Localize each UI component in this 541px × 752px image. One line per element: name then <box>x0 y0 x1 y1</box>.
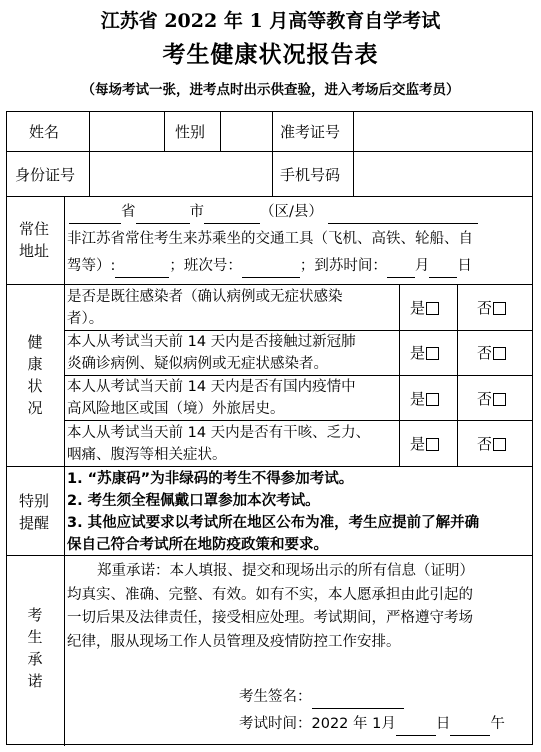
reminder-item: 2. 考生须全程佩戴口罩参加本次考试。 <box>67 493 320 509</box>
row-divider <box>7 284 532 285</box>
exam-session-blank[interactable] <box>450 713 490 736</box>
col-divider <box>399 284 400 466</box>
yes-option-4[interactable] <box>410 433 439 454</box>
address-line <box>69 201 478 224</box>
col-divider <box>220 112 221 151</box>
question-3 <box>67 376 356 420</box>
health-label-char: 健 <box>27 333 43 351</box>
ticket-number-field[interactable] <box>355 114 530 149</box>
yes-option-3[interactable] <box>410 388 439 409</box>
promise-label-char: 生 <box>27 628 43 646</box>
health-label <box>25 331 45 419</box>
reminder-label-1: 特别 <box>19 492 50 510</box>
col-divider <box>272 112 273 196</box>
city-blank[interactable] <box>136 201 190 224</box>
city-text: 市 <box>189 204 204 220</box>
phone-field[interactable] <box>355 153 530 194</box>
transport-type-text: 驾等）: <box>67 258 116 274</box>
health-label-char: 况 <box>27 399 43 417</box>
row-divider <box>64 420 532 421</box>
day-text: 日 <box>457 258 472 274</box>
exam-day-blank[interactable] <box>396 713 436 736</box>
promise-label-char: 承 <box>27 650 43 668</box>
yes-option-2[interactable] <box>410 342 439 363</box>
question-4 <box>67 422 370 466</box>
gender-label: 性别 <box>175 123 206 141</box>
yes-text: 是 <box>410 390 426 408</box>
reminder-item: 1. “苏康码”为非绿码的考生不得参加考试。 <box>67 471 354 487</box>
col-divider <box>89 112 90 151</box>
checkbox-icon[interactable] <box>493 438 506 451</box>
promise-line: 纪律，服从现场工作人员管理及疫情防控工作安排。 <box>67 633 401 650</box>
address-label-2: 地址 <box>19 242 50 260</box>
question-text: 者）。 <box>67 311 104 327</box>
arrival-month-blank[interactable] <box>387 255 415 278</box>
no-option-1[interactable] <box>477 297 506 318</box>
name-label: 姓名 <box>29 123 60 141</box>
checkbox-icon[interactable] <box>493 347 506 360</box>
question-text: 炎确诊病例、疑似病例或无症状感染者。 <box>67 356 328 372</box>
trip-number-text: ；班次号： <box>169 258 242 274</box>
signature-label: 考生签名： <box>239 689 312 705</box>
question-text: 是否是既往感染者（确认病例或无症状感染 <box>67 289 343 305</box>
row-divider <box>7 196 532 197</box>
arrival-time-text: ；到苏时间： <box>299 258 387 274</box>
district-text: （区/县） <box>260 204 323 220</box>
question-text: 本人从考试当天前 14 天内是否有国内疫情中 <box>67 379 356 395</box>
promise-line: 一切后果及法律责任，接受相应处理。考试期间，严格遵守考场 <box>67 610 473 626</box>
promise-label <box>25 604 45 692</box>
checkbox-icon[interactable] <box>426 347 439 360</box>
promise-text <box>67 560 474 654</box>
session-text: 午 <box>490 716 505 732</box>
reminder-label-2: 提醒 <box>19 514 50 532</box>
reminder-list <box>67 468 479 556</box>
reminder-item: 保自己符合考试所在地防疫政策和要求。 <box>67 537 328 553</box>
question-2 <box>67 331 356 375</box>
transport-line-1: 非江苏省常住考生来苏乘坐的交通工具（飞机、高铁、轮船、自 <box>67 231 473 247</box>
col-divider <box>353 112 354 196</box>
health-label-char: 状 <box>27 377 43 395</box>
checkbox-icon[interactable] <box>493 302 506 315</box>
province-blank[interactable] <box>69 201 121 224</box>
gender-field[interactable] <box>222 114 270 149</box>
checkbox-icon[interactable] <box>493 393 506 406</box>
reminder-item: 3. 其他应试要求以考试所在地区公布为准，考生应提前了解并确 <box>67 515 480 531</box>
signature-blank[interactable] <box>312 686 404 709</box>
promise-label-char: 诺 <box>27 672 43 690</box>
yes-text: 是 <box>410 435 426 453</box>
form-title: 考生健康状况报告表 <box>162 41 379 68</box>
promise-label-char: 考 <box>27 606 43 624</box>
promise-line: 郑重承诺：本人填报、提交和现场出示的所有信息（证明） <box>97 563 474 579</box>
arrival-day-blank[interactable] <box>429 255 457 278</box>
row-divider <box>7 466 532 467</box>
question-text: 本人从考试当天前 14 天内是否接触过新冠肺 <box>67 334 356 350</box>
transport-line-2 <box>67 255 472 278</box>
id-card-field[interactable] <box>91 153 270 194</box>
yes-option-1[interactable] <box>410 297 439 318</box>
health-label-char: 康 <box>27 355 43 373</box>
col-divider <box>457 284 458 466</box>
question-text: 高风险地区或国（境）外旅居史。 <box>67 401 285 417</box>
health-report-table <box>6 111 533 745</box>
yes-text: 是 <box>410 344 426 362</box>
exam-title: 江苏省 2022 年 1 月高等教育自学考试 <box>100 10 441 32</box>
name-field[interactable] <box>91 114 163 149</box>
col-divider <box>164 112 165 151</box>
province-text: 省 <box>121 204 136 220</box>
signature-line <box>239 686 404 709</box>
checkbox-icon[interactable] <box>426 393 439 406</box>
no-text: 否 <box>477 435 493 453</box>
yes-text: 是 <box>410 299 426 317</box>
checkbox-icon[interactable] <box>426 438 439 451</box>
exam-date-line <box>239 713 505 736</box>
street-blank[interactable] <box>328 201 478 224</box>
promise-line: 均真实、准确、完整、有效。如有不实，本人愿承担由此引起的 <box>67 586 473 603</box>
question-text: 咽痛、腹泻等相关症状。 <box>67 447 227 463</box>
no-text: 否 <box>477 390 493 408</box>
col-divider <box>89 151 90 196</box>
transport-type-blank[interactable] <box>115 255 169 278</box>
month-text: 月 <box>414 258 430 274</box>
exam-date-label: 考试时间：2022 年 1月 <box>239 716 396 732</box>
phone-label: 手机号码 <box>280 166 341 184</box>
no-option-3[interactable] <box>477 388 506 409</box>
no-text: 否 <box>477 344 493 362</box>
checkbox-icon[interactable] <box>426 302 439 315</box>
district-blank[interactable] <box>204 201 260 224</box>
col-divider <box>64 196 65 746</box>
trip-number-blank[interactable] <box>242 255 300 278</box>
question-1 <box>67 286 343 330</box>
day-text: 日 <box>435 716 451 732</box>
id-card-label: 身份证号 <box>15 166 76 184</box>
row-divider <box>7 151 532 152</box>
no-option-4[interactable] <box>477 433 506 454</box>
no-option-2[interactable] <box>477 342 506 363</box>
question-text: 本人从考试当天前 14 天内是否有干咳、乏力、 <box>67 425 371 441</box>
address-label-1: 常住 <box>19 220 50 238</box>
form-instructions: （每场考试一张，进考点时出示供查验，进入考场后交监考员） <box>81 82 460 98</box>
ticket-number-label: 准考证号 <box>280 123 341 141</box>
no-text: 否 <box>477 299 493 317</box>
